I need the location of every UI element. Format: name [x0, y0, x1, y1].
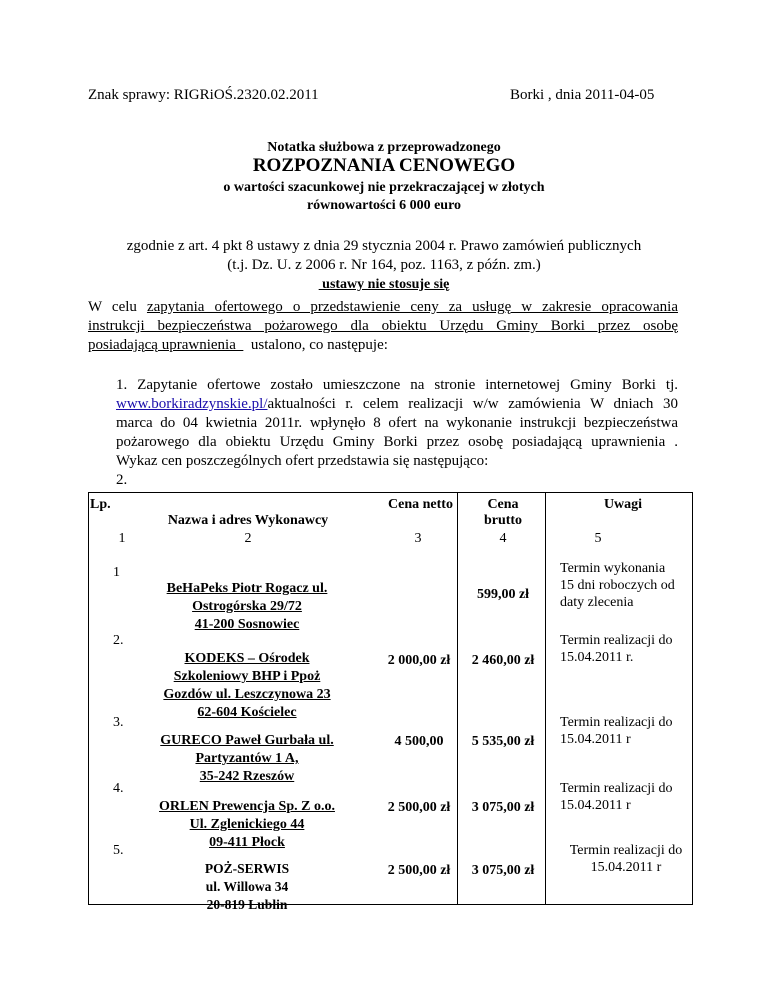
point-1-line-4: pożarowego dla obiektu Urzędu Gminy Borki przez osobę posiadającą uprawnienia .: [116, 434, 678, 450]
header-net: Cena netto: [388, 497, 453, 512]
row-5-name: POŻ-SERWIS ul. Willowa 34 20-819 Lublin: [204, 861, 290, 912]
row-5-lp: 5.: [113, 843, 124, 858]
point-1-line-1: 1. Zapytanie ofertowe zostało umieszczone na stronie internetowej Gminy Borki tj.: [116, 377, 678, 393]
header-notes: Uwagi: [603, 497, 643, 512]
case-number: Znak sprawy: RIGRiOŚ.2320.02.2011: [88, 87, 319, 103]
row-2-gross: 2 460,00 zł: [471, 653, 535, 668]
intro-line-1: W celu zapytania ofertowego o przedstawienie ceny za usługę w zakresie opracowania: [88, 299, 678, 315]
table-col-divider: [545, 492, 546, 905]
row-1-lp: 1: [113, 565, 120, 580]
offers-table: [88, 492, 693, 912]
header-lp: Lp.: [90, 497, 111, 512]
title-line-3: o wartości szacunkowej nie przekraczającej w złotych: [223, 180, 545, 195]
row-3-net: 4 500,00: [394, 734, 444, 749]
header-name: Nazwa i adres Wykonawcy: [167, 513, 329, 528]
legal-basis-line-1: zgodnie z art. 4 pkt 8 ustawy z dnia 29 stycznia 2004 r. Prawo zamówień publicznych: [126, 238, 642, 254]
intro-line-3: posiadającą uprawnienia ustalono, co następuje:: [88, 337, 388, 353]
title-line-4: równowartości 6 000 euro: [306, 198, 462, 213]
point-1-paragraph: [116, 376, 678, 490]
website-link[interactable]: www.borkiradzynskie.pl/: [116, 396, 268, 412]
row-3-name: GURECO Paweł Gurbała ul. Partyzantów 1 A, 35-242 Rzeszów: [160, 733, 334, 784]
table-border-left: [88, 492, 89, 905]
row-1-note: Termin wykonania 15 dni roboczych od daty zlecenia: [560, 561, 675, 610]
table-col-divider: [457, 492, 458, 905]
row-4-name: ORLEN Prewencja Sp. Z o.o. Ul. Zglenickiego 44 09-411 Płock: [159, 799, 335, 850]
legal-basis-line-2: (t.j. Dz. U. z 2006 r. Nr 164, poz. 1163, z późn. zm.): [227, 257, 541, 273]
intro-paragraph: [88, 298, 678, 355]
row-4-net: 2 500,00 zł: [387, 800, 451, 815]
row-3-gross: 5 535,00 zł: [471, 734, 535, 749]
point-1-line-5: Wykaz cen poszczególnych ofert przedstawia się następująco:: [116, 453, 489, 469]
row-2-net: 2 000,00 zł: [387, 653, 451, 668]
row-2-note: Termin realizacji do 15.04.2011 r.: [560, 633, 673, 665]
point-1-line-3: marca do 04 kwietnia 2011r. wpłynęło 8 ofert na wykonanie instrukcji bezpieczeństwa: [116, 415, 678, 431]
header-gross-2: brutto: [483, 513, 523, 528]
point-1-line-2: www.borkiradzynskie.pl/aktualności r. celem realizacji w/w zamówienia W dniach 30: [116, 396, 678, 412]
col-number: 3: [414, 531, 422, 546]
row-2-name: KODEKS – Ośrodek Szkoleniowy BHP i Ppoż Gozdów ul. Leszczynowa 23 62-604 Kościelec: [163, 651, 331, 720]
row-1-name: BeHaPeks Piotr Rogacz ul. Ostrogórska 29/72 41-200 Sosnowiec: [166, 581, 328, 632]
header-gross-1: Cena: [487, 497, 519, 512]
title-line-1: Notatka służbowa z przeprowadzonego: [267, 140, 501, 155]
col-number: 5: [594, 531, 602, 546]
point-1-line-6: 2.: [116, 472, 128, 488]
row-4-lp: 4.: [113, 781, 124, 796]
col-number: 4: [499, 531, 507, 546]
col-number: 2: [244, 531, 252, 546]
legal-basis-line-3: ustawy nie stosuje się: [318, 277, 450, 292]
document-date: Borki , dnia 2011-04-05: [510, 87, 655, 103]
row-4-gross: 3 075,00 zł: [471, 800, 535, 815]
row-4-note: Termin realizacji do 15.04.2011 r: [560, 781, 673, 813]
row-3-note: Termin realizacji do 15.04.2011 r: [560, 715, 673, 747]
row-1-gross: 599,00 zł: [476, 587, 530, 602]
col-number: 1: [118, 531, 126, 546]
row-3-lp: 3.: [113, 715, 124, 730]
row-5-note: Termin realizacji do 15.04.2011 r: [569, 843, 683, 875]
table-border-top: [88, 492, 693, 493]
row-2-lp: 2.: [113, 633, 124, 648]
table-border-right: [692, 492, 693, 905]
row-5-gross: 3 075,00 zł: [471, 863, 535, 878]
row-5-net: 2 500,00 zł: [387, 863, 451, 878]
title-main: ROZPOZNANIA CENOWEGO: [252, 155, 516, 176]
intro-line-2: instrukcji bezpieczeństwa pożarowego dla obiektu Urzędu Gminy Borki przez osobę: [88, 318, 678, 334]
